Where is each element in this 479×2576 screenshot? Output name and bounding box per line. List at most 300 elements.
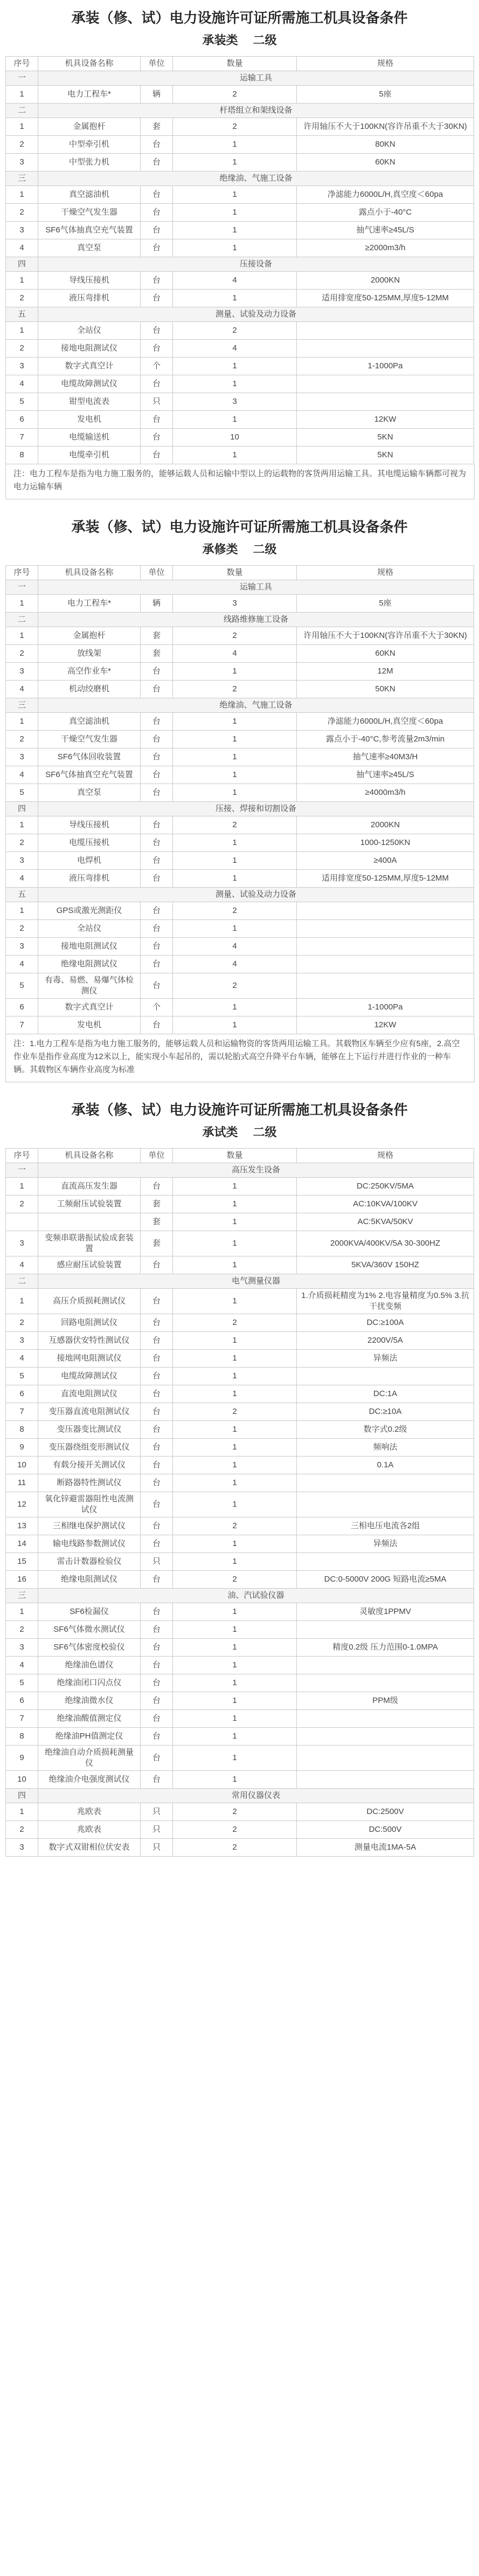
- category-row: [6, 580, 474, 595]
- unit: 台: [141, 1385, 173, 1403]
- equipment-name: 三相继电保护测试仪: [38, 1517, 141, 1535]
- category-name: 运输工具: [38, 71, 474, 86]
- specification: [297, 1492, 474, 1517]
- table-row: [6, 393, 474, 411]
- quantity: 1: [173, 731, 297, 748]
- category-index: 一: [6, 1163, 38, 1178]
- column-header: 规格: [297, 1149, 474, 1163]
- quantity: 3: [173, 595, 297, 613]
- quantity: 1: [173, 1474, 297, 1492]
- specification: DC:≥10A: [297, 1403, 474, 1421]
- equipment-name: SF6气体抽真空充气装置: [38, 222, 141, 239]
- table-row: [6, 1746, 474, 1771]
- specification: [297, 1746, 474, 1771]
- column-header: 机具设备名称: [38, 566, 141, 580]
- unit: 台: [141, 1178, 173, 1196]
- specification: 适用排宽度50-125MM,厚度5-12MM: [297, 290, 474, 307]
- category-row: [6, 1589, 474, 1603]
- specification: 露点小于-40°C: [297, 204, 474, 222]
- quantity: 1: [173, 446, 297, 464]
- unit: 只: [141, 1839, 173, 1857]
- equipment-name: 高空作业车*: [38, 663, 141, 681]
- table-row: [6, 938, 474, 956]
- table-row: [6, 1657, 474, 1674]
- category-row: [6, 698, 474, 713]
- specification: [297, 956, 474, 973]
- table-row: [6, 1621, 474, 1639]
- equipment-name: 绝缘油PH值测定仪: [38, 1728, 141, 1746]
- specification: 三相电压电流各2组: [297, 1517, 474, 1535]
- specification: 12M: [297, 663, 474, 681]
- table-row: [6, 1403, 474, 1421]
- unit: 台: [141, 1368, 173, 1385]
- specification: DC:2500V: [297, 1803, 474, 1821]
- table-row: [6, 86, 474, 104]
- column-header: 数量: [173, 1149, 297, 1163]
- row-index: 5: [6, 1674, 38, 1692]
- unit: 台: [141, 1603, 173, 1621]
- section-subtitle: 承试类 二级: [202, 1125, 277, 1139]
- row-index: 2: [6, 1314, 38, 1332]
- unit: 台: [141, 1692, 173, 1710]
- category-index: 二: [6, 104, 38, 118]
- category-row: [6, 613, 474, 627]
- row-index: 7: [6, 1016, 38, 1034]
- specification: 灵敏度1PPMV: [297, 1603, 474, 1621]
- table-row: [6, 627, 474, 645]
- table-row: [6, 1710, 474, 1728]
- column-header: 序号: [6, 566, 38, 580]
- specification: [297, 1728, 474, 1746]
- table-row: [6, 186, 474, 204]
- quantity: 1: [173, 1728, 297, 1746]
- quantity: 2: [173, 1803, 297, 1821]
- quantity: 1: [173, 1016, 297, 1034]
- equipment-name: 液压弯排机: [38, 290, 141, 307]
- specification: 数字式0.2级: [297, 1421, 474, 1439]
- row-index: 4: [6, 766, 38, 784]
- equipment-name: 发电机: [38, 1016, 141, 1034]
- table-row: [6, 1535, 474, 1553]
- quantity: 2: [173, 681, 297, 698]
- unit: 台: [141, 1517, 173, 1535]
- equipment-name: 金属抱杆: [38, 118, 141, 136]
- specification: 异频法: [297, 1535, 474, 1553]
- quantity: 1: [173, 186, 297, 204]
- specification: DC:≥100A: [297, 1314, 474, 1332]
- quantity: 2: [173, 1517, 297, 1535]
- row-index: 1: [6, 86, 38, 104]
- row-index: 4: [6, 375, 38, 393]
- specification: 5座: [297, 86, 474, 104]
- quantity: 2: [173, 902, 297, 920]
- quantity: 2: [173, 973, 297, 999]
- specification: [297, 1621, 474, 1639]
- quantity: 1: [173, 375, 297, 393]
- quantity: 1: [173, 1332, 297, 1350]
- unit: 台: [141, 1657, 173, 1674]
- category-index: 一: [6, 71, 38, 86]
- unit: 台: [141, 681, 173, 698]
- table-row: [6, 766, 474, 784]
- quantity: 1: [173, 1692, 297, 1710]
- category-row: [6, 1274, 474, 1289]
- table-row: [6, 713, 474, 731]
- section-title: 承装（修、试）电力设施许可证所需施工机具设备条件: [71, 519, 408, 535]
- specification: 0.1A: [297, 1457, 474, 1474]
- specification: DC:500V: [297, 1821, 474, 1839]
- row-index: 2: [6, 1621, 38, 1639]
- requirement-section: [0, 1092, 479, 1866]
- row-index: 14: [6, 1535, 38, 1553]
- table-row: [6, 731, 474, 748]
- table-row: [6, 136, 474, 154]
- row-index: 4: [6, 956, 38, 973]
- equipment-name: 导线压接机: [38, 272, 141, 290]
- row-index: 9: [6, 1439, 38, 1457]
- row-index: 5: [6, 973, 38, 999]
- table-row: [6, 1421, 474, 1439]
- unit: 套: [141, 1213, 173, 1231]
- specification: 许用轴压不大于100KN(容许吊重不大于30KN): [297, 118, 474, 136]
- table-row: [6, 681, 474, 698]
- unit: 台: [141, 1256, 173, 1274]
- table-row: [6, 1289, 474, 1314]
- category-name: 测量、试验及动力设备: [38, 307, 474, 322]
- specification: DC:250KV/5MA: [297, 1178, 474, 1196]
- equipment-name: 互感器伏安特性测试仪: [38, 1332, 141, 1350]
- specification: [297, 393, 474, 411]
- unit: 台: [141, 1314, 173, 1332]
- equipment-name: 放线架: [38, 645, 141, 663]
- category-name: 杆塔组立和架线设备: [38, 104, 474, 118]
- row-index: 10: [6, 1771, 38, 1789]
- row-index: 2: [6, 1821, 38, 1839]
- row-index: 10: [6, 1457, 38, 1474]
- row-index: 7: [6, 429, 38, 446]
- row-index: 7: [6, 1710, 38, 1728]
- table-row: [6, 852, 474, 870]
- table-row: [6, 1368, 474, 1385]
- table-row: [6, 1728, 474, 1746]
- unit: 只: [141, 1803, 173, 1821]
- row-index: 6: [6, 1385, 38, 1403]
- equipment-name: 发电机: [38, 411, 141, 429]
- quantity: 2: [173, 1821, 297, 1839]
- row-index: 4: [6, 681, 38, 698]
- table-row: [6, 1821, 474, 1839]
- section-subtitle: 承装类 二级: [202, 33, 277, 47]
- specification: 1.介质损耗精度为1% 2.电容量精度为0.5% 3.抗干扰变频: [297, 1289, 474, 1314]
- equipment-name: 电缆压接机: [38, 834, 141, 852]
- equipment-name: 绝缘油微水仪: [38, 1692, 141, 1710]
- unit: 台: [141, 713, 173, 731]
- category-row: [6, 307, 474, 322]
- row-index: 2: [6, 1196, 38, 1213]
- equipment-name: 高压介质损耗测试仪: [38, 1289, 141, 1314]
- specification: PPM级: [297, 1692, 474, 1710]
- unit: 套: [141, 1231, 173, 1256]
- unit: 个: [141, 999, 173, 1016]
- equipment-name: 工频耐压试验装置: [38, 1196, 141, 1213]
- quantity: 1: [173, 766, 297, 784]
- equipment-name: 直流高压发生器: [38, 1178, 141, 1196]
- unit: 台: [141, 784, 173, 802]
- quantity: 1: [173, 1674, 297, 1692]
- section-gap: [0, 499, 479, 509]
- category-name: 运输工具: [38, 580, 474, 595]
- equipment-name: 绝缘油色谱仪: [38, 1657, 141, 1674]
- unit: 台: [141, 1439, 173, 1457]
- specification: 5KVA/360V 150HZ: [297, 1256, 474, 1274]
- quantity: 1: [173, 1710, 297, 1728]
- row-index: 2: [6, 204, 38, 222]
- quantity: 2: [173, 86, 297, 104]
- table-row: [6, 1314, 474, 1332]
- unit: 台: [141, 154, 173, 171]
- table-header-row: [6, 57, 474, 71]
- specification: 5KN: [297, 429, 474, 446]
- unit: 套: [141, 627, 173, 645]
- specification: [297, 1368, 474, 1385]
- equipment-table: [5, 56, 474, 464]
- quantity: 4: [173, 272, 297, 290]
- quantity: 1: [173, 1385, 297, 1403]
- row-index: 3: [6, 222, 38, 239]
- row-index: 3: [6, 663, 38, 681]
- equipment-name: 变压器变比测试仪: [38, 1421, 141, 1439]
- unit: 台: [141, 1403, 173, 1421]
- equipment-table: [5, 1148, 474, 1857]
- equipment-name: 电缆输送机: [38, 429, 141, 446]
- row-index: 3: [6, 852, 38, 870]
- category-name: 常用仪器仪表: [38, 1789, 474, 1803]
- table-row: [6, 1439, 474, 1457]
- unit: 套: [141, 1196, 173, 1213]
- row-index: 4: [6, 1256, 38, 1274]
- table-row: [6, 1517, 474, 1535]
- quantity: 1: [173, 1439, 297, 1457]
- table-row: [6, 999, 474, 1016]
- table-row: [6, 375, 474, 393]
- unit: 台: [141, 870, 173, 888]
- quantity: 2: [173, 1314, 297, 1332]
- table-row: [6, 920, 474, 938]
- table-row: [6, 118, 474, 136]
- row-index: 1: [6, 1178, 38, 1196]
- unit: 台: [141, 272, 173, 290]
- equipment-name: 断路器特性测试仪: [38, 1474, 141, 1492]
- column-header: 数量: [173, 566, 297, 580]
- row-index: 3: [6, 154, 38, 171]
- category-index: 四: [6, 1789, 38, 1803]
- unit: 台: [141, 1457, 173, 1474]
- specification: 抽气速率≥45L/S: [297, 222, 474, 239]
- specification: 2200V/5A: [297, 1332, 474, 1350]
- equipment-name: 电缆故障测试仪: [38, 1368, 141, 1385]
- equipment-name: 数字式双钳相位伏安表: [38, 1839, 141, 1857]
- equipment-name: 中型牵引机: [38, 136, 141, 154]
- unit: 台: [141, 956, 173, 973]
- equipment-name: 真空滤油机: [38, 713, 141, 731]
- column-header: 数量: [173, 57, 297, 71]
- unit: 台: [141, 1674, 173, 1692]
- unit: 只: [141, 393, 173, 411]
- equipment-name: 干燥空气发生器: [38, 204, 141, 222]
- unit: 台: [141, 920, 173, 938]
- quantity: 1: [173, 358, 297, 375]
- category-row: [6, 1163, 474, 1178]
- category-index: 四: [6, 257, 38, 272]
- table-row: [6, 1839, 474, 1857]
- specification: 露点小于-40°C,参考流量2m3/min: [297, 731, 474, 748]
- unit: 辆: [141, 595, 173, 613]
- table-row: [6, 816, 474, 834]
- category-index: 三: [6, 1589, 38, 1603]
- unit: 台: [141, 222, 173, 239]
- specification: [297, 1553, 474, 1571]
- row-index: 2: [6, 136, 38, 154]
- table-row: [6, 204, 474, 222]
- unit: 台: [141, 136, 173, 154]
- equipment-name: 真空滤油机: [38, 186, 141, 204]
- category-name: 油、汽试验仪器: [38, 1589, 474, 1603]
- table-row: [6, 645, 474, 663]
- row-index: 3: [6, 358, 38, 375]
- quantity: 1: [173, 1231, 297, 1256]
- category-name: 压接设备: [38, 257, 474, 272]
- quantity: 2: [173, 1839, 297, 1857]
- specification: [297, 322, 474, 340]
- unit: 台: [141, 1289, 173, 1314]
- unit: 台: [141, 1332, 173, 1350]
- row-index: 8: [6, 1421, 38, 1439]
- specification: ≥400A: [297, 852, 474, 870]
- specification: 精度0.2级 压力范围0-1.0MPA: [297, 1639, 474, 1657]
- column-header: 规格: [297, 57, 474, 71]
- equipment-name: 电力工程车*: [38, 86, 141, 104]
- unit: 台: [141, 748, 173, 766]
- specification: 适用排宽度50-125MM,厚度5-12MM: [297, 870, 474, 888]
- quantity: 1: [173, 411, 297, 429]
- category-row: [6, 1789, 474, 1803]
- row-index: 1: [6, 595, 38, 613]
- table-row: [6, 1571, 474, 1589]
- equipment-name: SF6气体密度校验仪: [38, 1639, 141, 1657]
- table-row: [6, 446, 474, 464]
- category-name: 绝缘油、气施工设备: [38, 698, 474, 713]
- row-index: 15: [6, 1553, 38, 1571]
- unit: 台: [141, 204, 173, 222]
- equipment-name: 感应耐压试验装置: [38, 1256, 141, 1274]
- unit: 台: [141, 1639, 173, 1657]
- row-index: 4: [6, 1657, 38, 1674]
- row-index: 1: [6, 118, 38, 136]
- table-row: [6, 1674, 474, 1692]
- category-row: [6, 104, 474, 118]
- table-row: [6, 340, 474, 358]
- specification: 1-1000Pa: [297, 358, 474, 375]
- table-row: [6, 663, 474, 681]
- specification: [297, 973, 474, 999]
- quantity: 2: [173, 816, 297, 834]
- specification: [297, 1474, 474, 1492]
- table-row: [6, 1231, 474, 1256]
- equipment-name: 输电线路参数测试仪: [38, 1535, 141, 1553]
- unit: 台: [141, 902, 173, 920]
- unit: 台: [141, 1474, 173, 1492]
- row-index: 1: [6, 1289, 38, 1314]
- row-index: 7: [6, 1403, 38, 1421]
- specification: AC:5KVA/50KV: [297, 1213, 474, 1231]
- unit: 台: [141, 1771, 173, 1789]
- unit: 台: [141, 1746, 173, 1771]
- unit: 台: [141, 938, 173, 956]
- table-row: [6, 1213, 474, 1231]
- row-index: 11: [6, 1474, 38, 1492]
- quantity: 1: [173, 1535, 297, 1553]
- category-name: 高压发生设备: [38, 1163, 474, 1178]
- row-index: 3: [6, 1839, 38, 1857]
- unit: 台: [141, 1728, 173, 1746]
- specification: [297, 902, 474, 920]
- table-row: [6, 834, 474, 852]
- specification: 频响法: [297, 1439, 474, 1457]
- column-header: 序号: [6, 57, 38, 71]
- row-index: 1: [6, 272, 38, 290]
- unit: 只: [141, 1821, 173, 1839]
- equipment-name: 真空泵: [38, 784, 141, 802]
- specification: 1000-1250KN: [297, 834, 474, 852]
- equipment-name: 变压器直流电阻测试仪: [38, 1403, 141, 1421]
- unit: 台: [141, 375, 173, 393]
- requirement-section: [0, 509, 479, 1092]
- equipment-name: 回路电阻测试仪: [38, 1314, 141, 1332]
- equipment-name: 全站仪: [38, 920, 141, 938]
- category-index: 二: [6, 613, 38, 627]
- row-index: 3: [6, 1332, 38, 1350]
- table-row: [6, 870, 474, 888]
- quantity: 1: [173, 852, 297, 870]
- equipment-table: [5, 565, 474, 1034]
- specification: 净滤能力6000L/H,真空度＜60pa: [297, 186, 474, 204]
- row-index: 5: [6, 1368, 38, 1385]
- row-index: 1: [6, 902, 38, 920]
- row-index: 13: [6, 1517, 38, 1535]
- equipment-name: 数字式真空计: [38, 999, 141, 1016]
- row-index: 4: [6, 870, 38, 888]
- unit: 台: [141, 340, 173, 358]
- section-subtitle: 承修类 二级: [202, 542, 277, 556]
- equipment-name: 金属抱杆: [38, 627, 141, 645]
- equipment-name: 绝缘电阻测试仪: [38, 956, 141, 973]
- equipment-name: 接地网电阻测试仪: [38, 1350, 141, 1368]
- specification: 1-1000Pa: [297, 999, 474, 1016]
- unit: 台: [141, 1350, 173, 1368]
- row-index: 1: [6, 627, 38, 645]
- row-index: 5: [6, 393, 38, 411]
- quantity: 1: [173, 204, 297, 222]
- requirement-section: [0, 0, 479, 509]
- row-index: 2: [6, 731, 38, 748]
- quantity: 2: [173, 1403, 297, 1421]
- table-row: [6, 956, 474, 973]
- table-row: [6, 358, 474, 375]
- column-header: 单位: [141, 1149, 173, 1163]
- equipment-name: 全站仪: [38, 322, 141, 340]
- table-row: [6, 784, 474, 802]
- quantity: 1: [173, 1213, 297, 1231]
